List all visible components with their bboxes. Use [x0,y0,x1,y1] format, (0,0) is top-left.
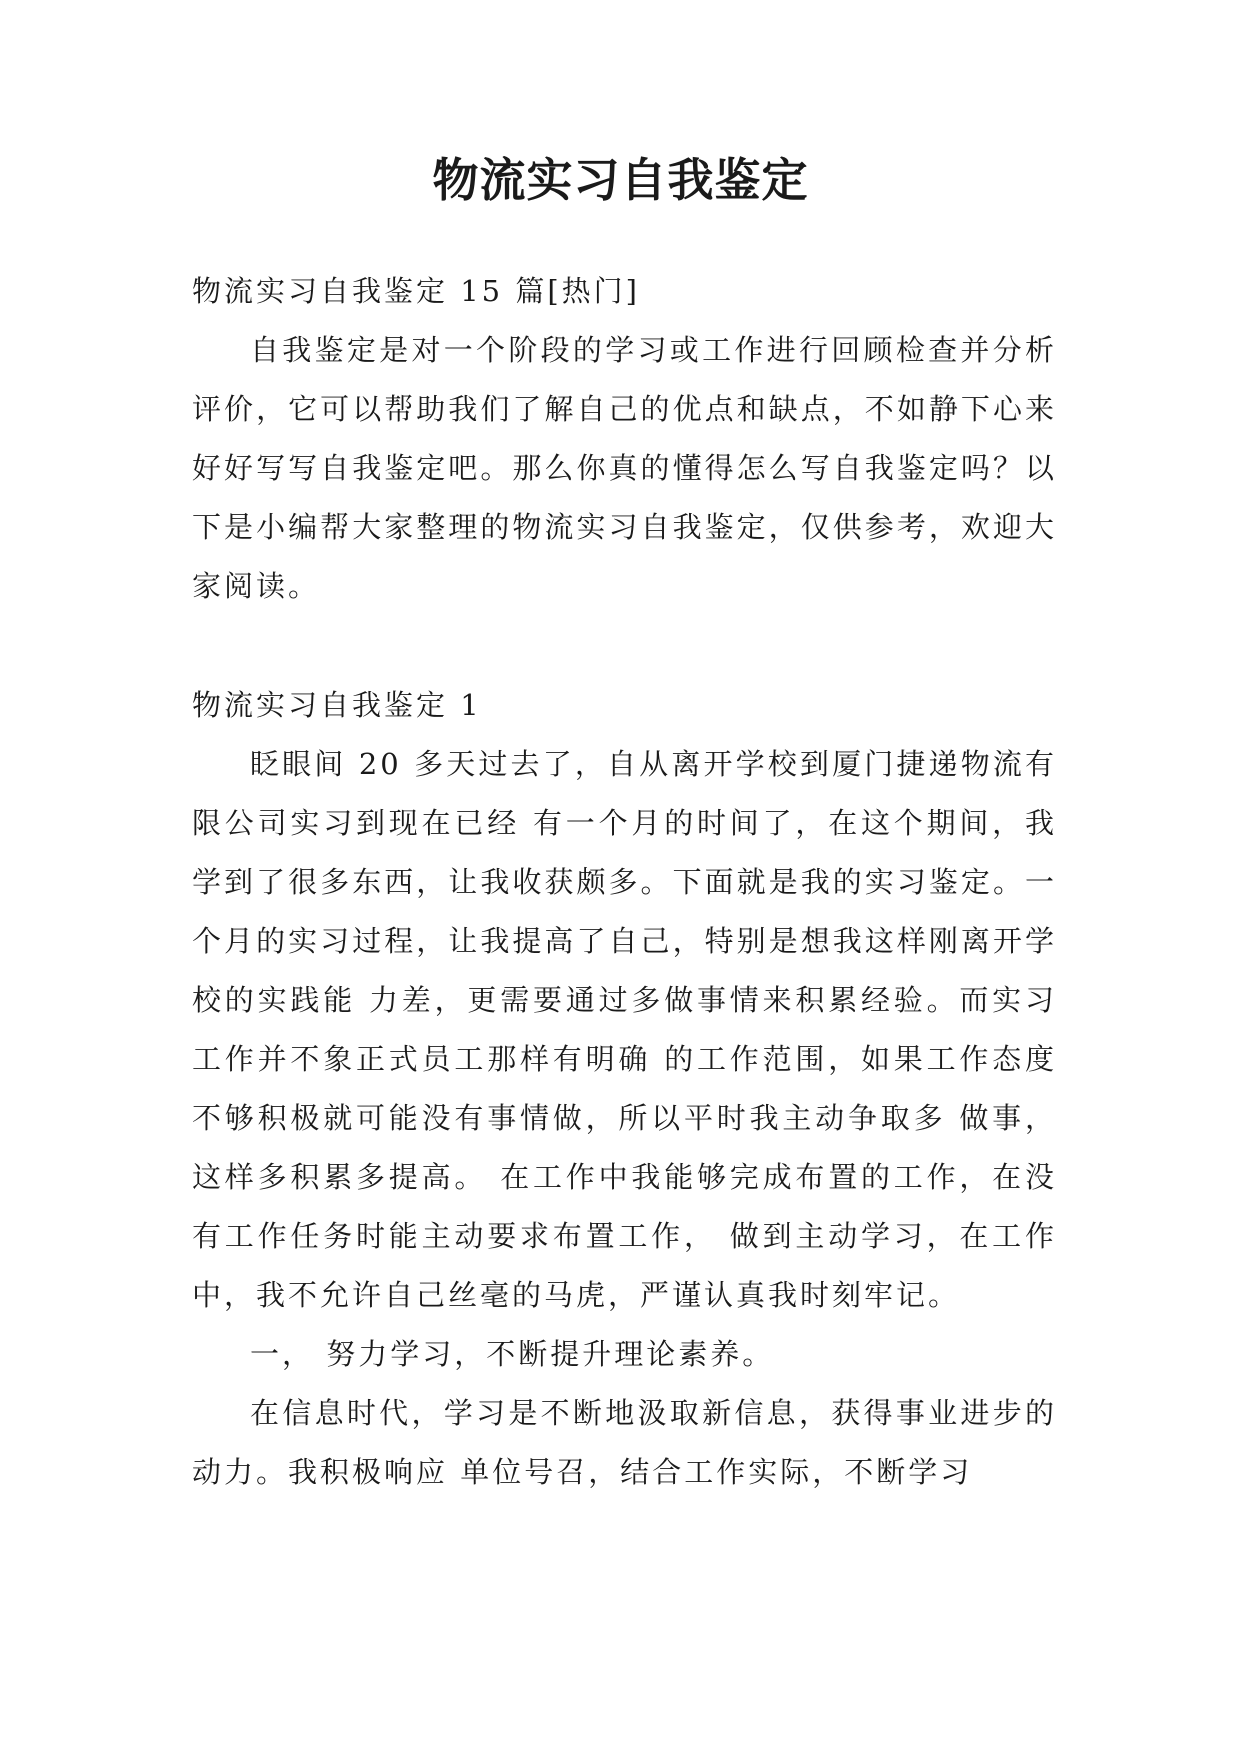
intro-paragraph: 自我鉴定是对一个阶段的学习或工作进行回顾检查并分析评价，它可以帮助我们了解自己的优点和缺点，不如静下心来好好写写自我鉴定吧。那么你真的懂得怎么写自我鉴定吗？以下是小编帮大家整理的物流实习自我鉴定，仅供参考，欢迎大家阅读。 [192,333,1057,603]
document-body [192,262,1057,1502]
section-heading: 物流实习自我鉴定 1 [192,688,482,722]
list-point: 一， 努力学习，不断提升理论素养。 [250,1337,775,1371]
document-subtitle: 物流实习自我鉴定 15 篇[热门] [192,274,640,308]
body-paragraph: 在信息时代，学习是不断地汲取新信息，获得事业进步的动力。我积极响应 单位号召，结合工作实际，不断学习 [192,1396,1057,1489]
document-title: 物流实习自我鉴定 [432,153,809,207]
body-paragraph: 眨眼间 20 多天过去了，自从离开学校到厦门捷递物流有限公司实习到现在已经 有一个月的时间了，在这个期间，我学到了很多东西，让我收获颇多。下面就是我的实习鉴定。一个月的实习过程，让我提高了自己，特别是想我这样刚离开学校的实践能 力差，更需要通过多做事情来积累经验。而实习工作并不象正式员工那样有明确 的工作范围，如果工作态度不够积极就可能没有事情做，所以平时我主动争取多 做事，这样多积累多提高。 在工作中我能够完成布置的工作，在没有工作任务时能主动要求布置工作， 做到主动学习，在工作中，我不允许自己丝毫的马虎，严谨认真我时刻牢记。 [192,747,1057,1312]
